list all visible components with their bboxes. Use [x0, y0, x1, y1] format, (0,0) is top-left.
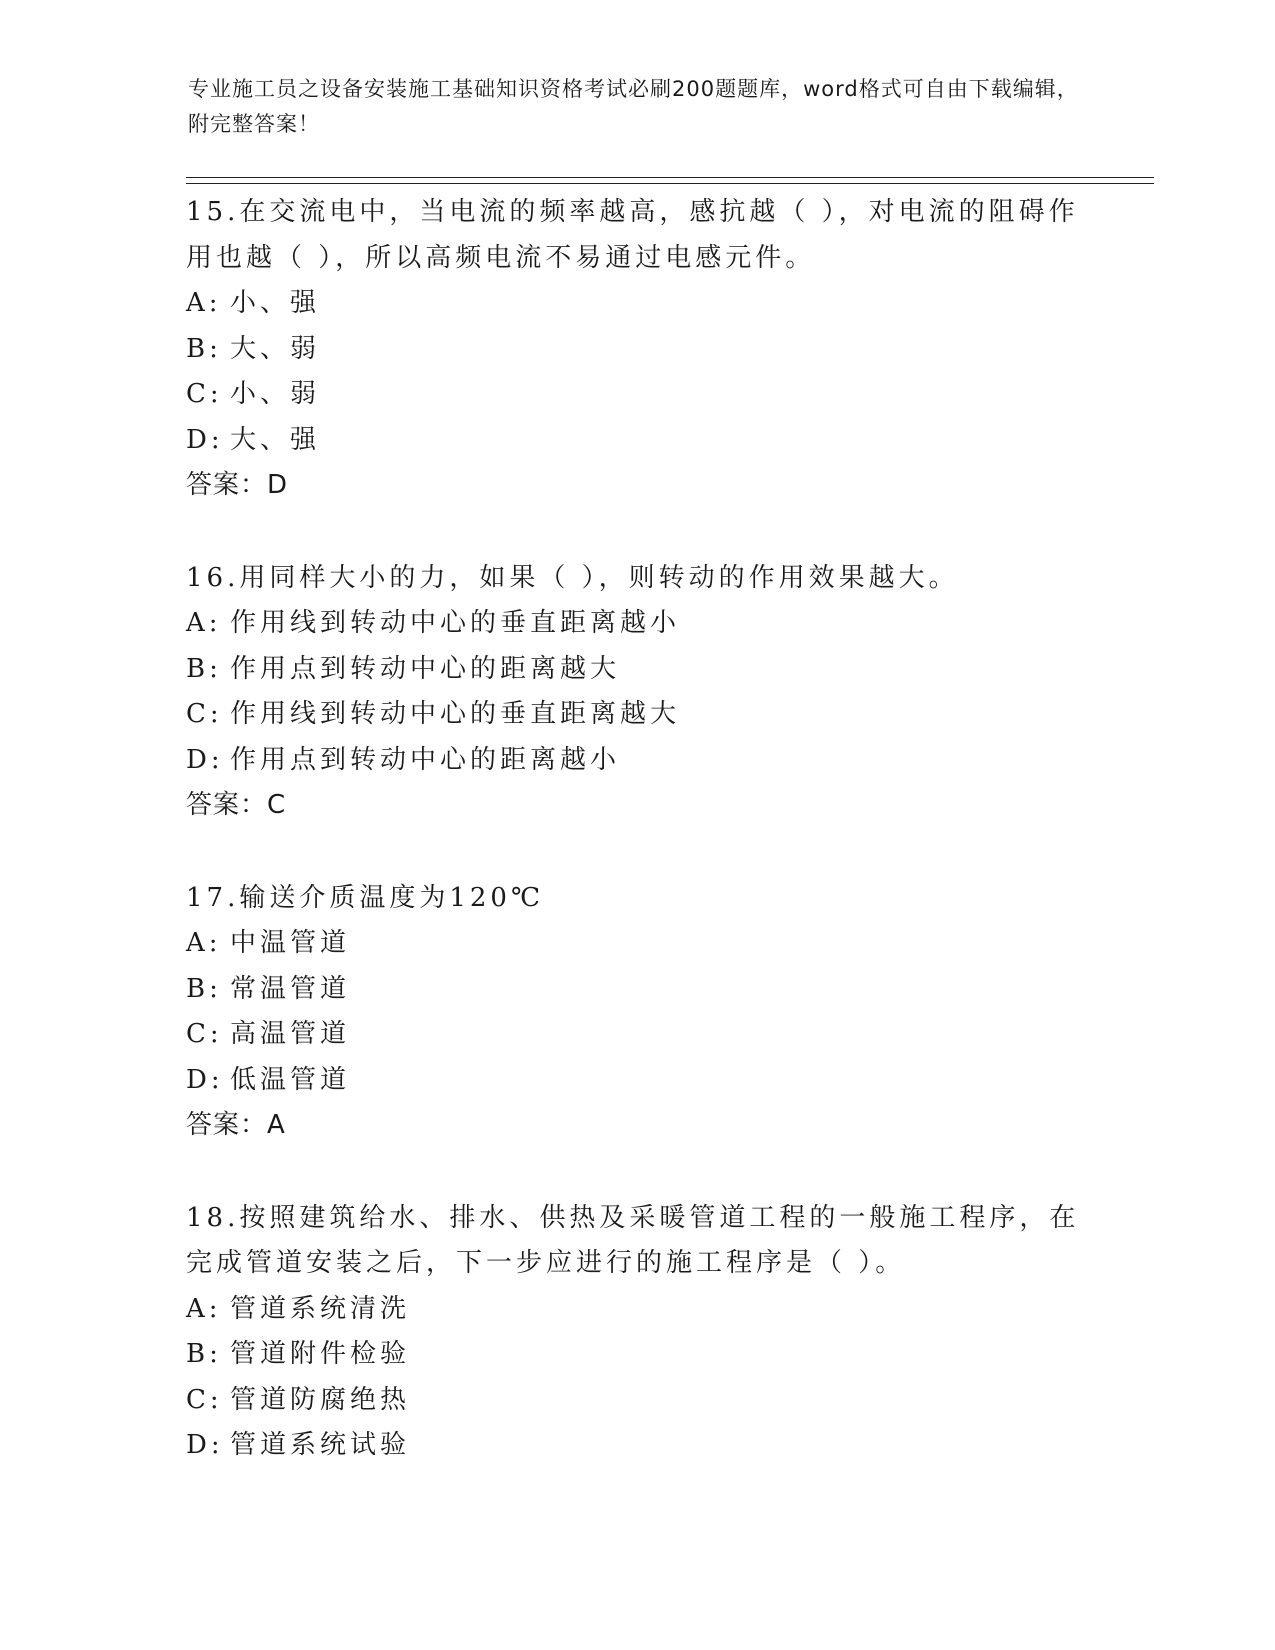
option-text: 管道附件检验	[230, 1339, 411, 1369]
question-17	[186, 876, 1086, 1149]
option-text: 作用点到转动中心的距离越小	[230, 744, 621, 775]
option-text: 作用线到转动中心的垂直距离越大	[230, 699, 681, 729]
option-b	[186, 327, 1086, 373]
question-stem: 15.在交流电中，当电流的频率越高，感抗越（ ），对电流的阻碍作用也越（ ），所以高频电流不易通过电感元件。	[186, 197, 1079, 273]
option-d	[186, 1058, 1086, 1104]
option-text: 中温管道	[230, 928, 351, 958]
option-text: 作用线到转动中心的垂直距离越小	[230, 608, 681, 638]
option-text: 低温管道	[230, 1064, 351, 1095]
option-text: 大、强	[230, 424, 321, 455]
option-b	[186, 1332, 1086, 1378]
option-text: 小、弱	[230, 379, 321, 409]
option-text: 管道系统清洗	[230, 1293, 411, 1324]
option-text: 常温管道	[230, 973, 351, 1004]
option-c	[186, 372, 1086, 418]
question-16	[186, 556, 1086, 829]
option-letter: B:	[186, 653, 222, 684]
header-divider	[186, 183, 1154, 184]
answer: 答案：D	[186, 470, 289, 500]
option-a	[186, 281, 1086, 327]
option-text: 作用点到转动中心的距离越大	[230, 653, 621, 684]
option-letter: D:	[186, 424, 224, 455]
option-text: 小、强	[230, 288, 321, 318]
option-c	[186, 1012, 1086, 1058]
option-letter: A:	[186, 928, 222, 958]
option-letter: C:	[186, 379, 223, 409]
option-letter: C:	[186, 1384, 223, 1415]
answer: 答案：A	[186, 1110, 286, 1140]
option-letter: D:	[186, 1430, 224, 1460]
option-letter: C:	[186, 699, 223, 729]
option-letter: A:	[186, 288, 222, 318]
option-a	[186, 601, 1086, 647]
option-text: 大、弱	[230, 333, 321, 364]
answer: 答案：C	[186, 790, 287, 820]
option-letter: C:	[186, 1019, 223, 1049]
option-c	[186, 692, 1086, 738]
option-text: 管道防腐绝热	[230, 1384, 411, 1415]
option-letter: A:	[186, 1293, 222, 1324]
question-15	[186, 190, 1086, 509]
option-letter: B:	[186, 333, 222, 364]
option-a	[186, 1287, 1086, 1333]
question-stem: 16.用同样大小的力，如果（ ），则转动的作用效果越大。	[186, 562, 959, 593]
option-d	[186, 418, 1086, 464]
option-text: 高温管道	[230, 1019, 351, 1049]
option-d	[186, 738, 1086, 784]
question-18	[186, 1196, 1086, 1469]
option-letter: A:	[186, 608, 222, 638]
page-header: 专业施工员之设备安装施工基础知识资格考试必刷200题题库，word格式可自由下载编辑，附完整答案！	[188, 77, 1079, 136]
option-c	[186, 1378, 1086, 1424]
option-letter: D:	[186, 744, 224, 775]
option-letter: B:	[186, 1339, 222, 1369]
option-text: 管道系统试验	[230, 1430, 411, 1460]
option-b	[186, 967, 1086, 1013]
question-stem: 17.输送介质温度为120℃	[186, 882, 545, 913]
option-d	[186, 1423, 1086, 1469]
question-list	[186, 190, 1086, 1516]
option-b	[186, 647, 1086, 693]
option-letter: B:	[186, 973, 222, 1004]
question-stem: 18.按照建筑给水、排水、供热及采暖管道工程的一般施工程序，在完成管道安装之后，下一步应进行的施工程序是（ ）。	[186, 1202, 1080, 1278]
option-a	[186, 921, 1086, 967]
option-letter: D:	[186, 1064, 224, 1095]
header-divider	[186, 177, 1154, 178]
